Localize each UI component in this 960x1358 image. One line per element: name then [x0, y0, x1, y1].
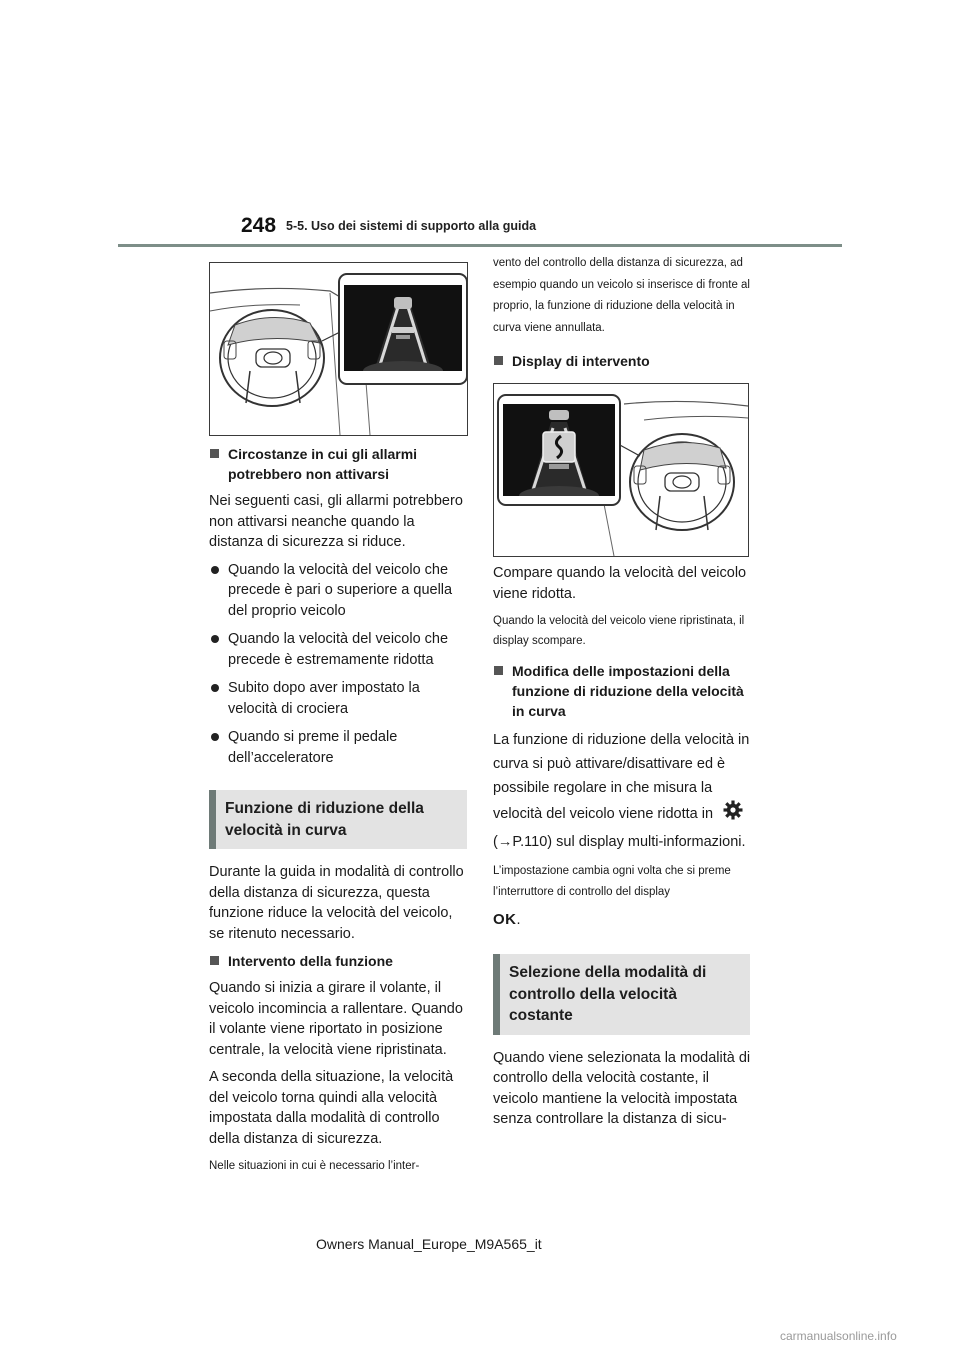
- ok-line: OK.: [493, 910, 521, 928]
- display-inset: [338, 273, 468, 385]
- car-icon: [394, 297, 412, 309]
- bullet-icon: [211, 684, 219, 692]
- paragraph: Quando viene selezionata la modalità di controllo della velocità costante, il veicolo mantiene la velocità impostata senza controllare la distanza di sicu-: [493, 1049, 751, 1127]
- curve-speed-display-screen: [503, 404, 615, 496]
- list-item: Subito dopo aver impostato la velocità di crociera: [209, 678, 471, 719]
- subhead-circostanze: Circostanze in cui gli allarmi potrebbero non attivarsi: [209, 444, 471, 484]
- list-item: Quando la velocità del veicolo che precede è estremamente ridotta: [209, 629, 471, 670]
- subhead-marker-icon: [494, 356, 503, 365]
- paragraph: Compare quando la velocità del veicolo viene ridotta.: [493, 565, 747, 602]
- paragraph: Nei seguenti casi, gli allarmi potrebbero non attivarsi neanche quando la distanza di sicurezza si riduce.: [209, 493, 463, 550]
- footer: Owners Manual_Europe_M9A565_it: [316, 1236, 542, 1252]
- section-title: 5-5. Uso dei sistemi di supporto alla guida: [286, 219, 537, 233]
- watermark[interactable]: carmanualsonline.info: [780, 1329, 897, 1343]
- bullet-icon: [211, 733, 219, 741]
- radar-display-screen: [344, 285, 462, 371]
- right-column: [493, 253, 757, 1137]
- note: L’impostazione cambia ogni volta che si preme l’interruttore di controllo del display: [493, 864, 731, 898]
- note: Nelle situazioni in cui è necessario l’inter-: [209, 1160, 420, 1172]
- heading-bar: [493, 954, 500, 1035]
- note-continued: vento del controllo della distanza di sicurezza, ad esempio quando un veicolo si inserisce di fronte al proprio, la funzione di riduzione della velocità in curva viene annullata.: [493, 257, 750, 334]
- section-heading-box: Funzione di riduzione della velocità in curva: [209, 790, 467, 849]
- gear-icon: [723, 800, 743, 828]
- subhead-marker-icon: [494, 666, 503, 675]
- bullet-icon: [211, 566, 219, 574]
- heading-bar: [209, 790, 216, 849]
- bullet-icon: [211, 635, 219, 643]
- paragraph: A seconda della situazione, la velocità del veicolo torna quindi alla velocità impostata dalla modalità di controllo della distanza di sicurezza.: [209, 1069, 454, 1147]
- car-icon: [549, 410, 569, 420]
- list-item: Quando la velocità del veicolo che precede è pari o superiore a quella del proprio veicolo: [209, 560, 471, 622]
- figure-intervention-display: [493, 383, 749, 557]
- section-heading-box: Selezione della modalità di controllo della velocità costante: [493, 954, 750, 1035]
- subhead-display: Display di intervento: [493, 351, 757, 371]
- subhead-modifica: Modifica delle impostazioni della funzione di riduzione della velocità in curva: [493, 661, 757, 721]
- note: Quando la velocità del veicolo viene ripristinata, il display scompare.: [493, 615, 745, 647]
- subhead-intervento: Intervento della funzione: [209, 951, 471, 971]
- page-number: 248: [241, 214, 277, 237]
- paragraph: La funzione di riduzione della velocità in curva si può attivare/disattivare ed è possibile regolare in che misura la velocità del veicolo viene ridotta in: [493, 728, 757, 828]
- display-inset: [497, 394, 621, 506]
- subhead-marker-icon: [210, 449, 219, 458]
- paragraph: (→P.110) sul display multi-informazioni.: [493, 834, 746, 850]
- paragraph: Durante la guida in modalità di controllo della distanza di sicurezza, questa funzione riduce la velocità del veicolo, se ritenuto necessario.: [209, 864, 464, 942]
- header-rule: [118, 244, 842, 247]
- figure-steering-wheel-display: [209, 262, 468, 436]
- ok-button-icon: OK: [493, 910, 517, 928]
- paragraph: Quando si inizia a girare il volante, il veicolo incomincia a rallentare. Quando il volante viene riportato in posizione centrale, la velocità viene ripristinata.: [209, 980, 463, 1058]
- list-item: Quando si preme il pedale dell’acceleratore: [209, 727, 471, 768]
- left-column: [209, 262, 471, 1182]
- subhead-marker-icon: [210, 956, 219, 965]
